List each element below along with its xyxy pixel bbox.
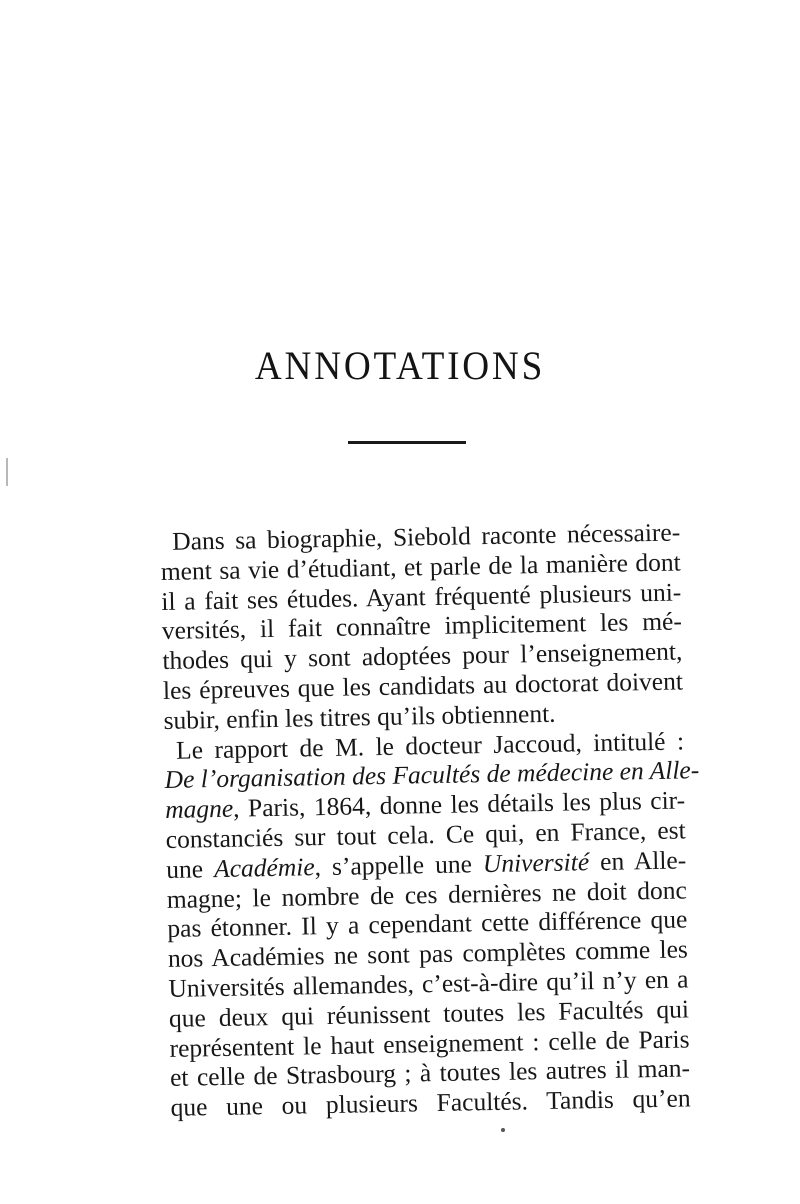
text-run: Universités allemandes, c’est-à-dire qu’il n’y en a — [168, 964, 689, 1003]
paragraph — [160, 517, 684, 735]
text-run: Dans sa biographie, Siebold raconte nécessaire- — [171, 517, 681, 556]
italic-text: Académie — [213, 851, 315, 883]
page-speck — [501, 1128, 505, 1132]
paragraph — [164, 726, 700, 1123]
text-run: Le rapport de M. le docteur Jaccoud, intitulé : — [175, 726, 685, 765]
text-run: que une ou plusieurs Facultés. Tandis qu’en — [170, 1083, 691, 1123]
text-run: versités, il fait connaître implicitement les mé- — [161, 606, 683, 646]
text-run: les épreuves que les candidats au doctorat doivent — [162, 666, 684, 705]
text-run: nos Académies ne sont pas complètes comme les — [167, 934, 689, 974]
text-run: subir, enfin les titres qu’ils obtiennent. — [163, 698, 556, 735]
italic-text: De l’organisation des Facultés de médecine en Alle- — [164, 755, 700, 795]
text-run: en Alle- — [588, 845, 687, 876]
text-run: pas étonner. Il y a cependant cette différence que — [167, 904, 688, 944]
italic-text: magne — [164, 793, 234, 825]
text-run: thodes qui y sont adoptées pour l’enseignement, — [162, 636, 683, 676]
text-run: , Paris, 1864, donne les détails les plus cir- — [232, 785, 686, 823]
text-run: une — [166, 853, 215, 884]
italic-text: Université — [482, 846, 590, 878]
text-run: magne; le nombre de ces dernières ne doit donc — [166, 874, 687, 914]
text-run: et celle de Strasbourg ; à toutes les autres il man- — [169, 1053, 691, 1093]
text-run: représentent le haut enseignement : celle de Paris — [169, 1023, 690, 1063]
title-rule — [348, 441, 466, 444]
text-run: il a fait ses études. Ayant fréquenté plusieurs uni- — [161, 577, 682, 616]
text-run: ment sa vie d’étudiant, et parle de la manière dont — [160, 547, 681, 586]
page-title: ANNOTATIONS — [254, 343, 546, 388]
text-run: constanciés sur tout cela. Ce qui, en France, est — [165, 815, 686, 854]
body-text — [160, 517, 700, 1123]
text-run: que deux qui réunissent toutes les Facultés qui — [168, 994, 690, 1033]
text-run: , s’appelle une — [314, 848, 484, 881]
page-edge-mark — [6, 458, 8, 486]
